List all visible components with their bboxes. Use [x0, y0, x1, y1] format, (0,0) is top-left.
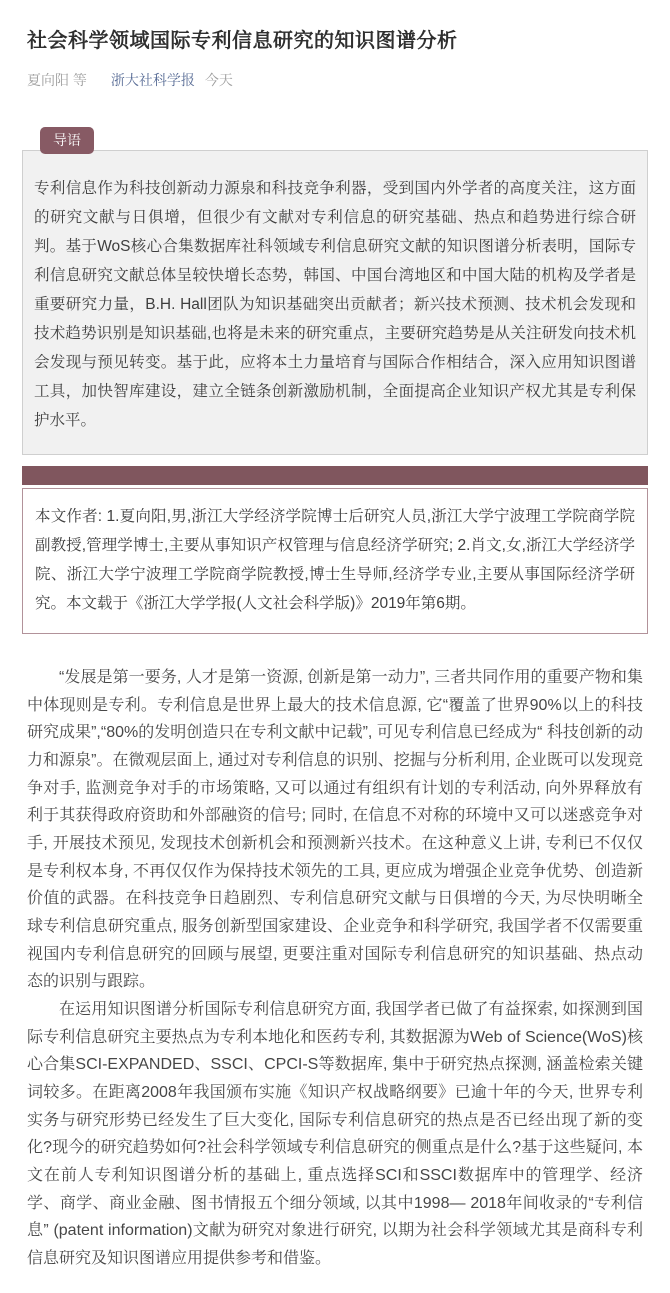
byline: [27, 71, 643, 89]
article-title: 社会科学领域国际专利信息研究的知识图谱分析: [27, 30, 458, 52]
lead-badge: 导语: [40, 127, 94, 154]
lead-box: [22, 150, 648, 455]
author-box: [22, 488, 648, 634]
lead-section: [22, 127, 648, 455]
publish-date: 今天: [204, 72, 233, 88]
author-bio-text: 本文作者: 1.夏向阳,男,浙江大学经济学院博士后研究人员,浙江大学宁波理工学院商学院副教授,管理学博士,主要从事知识产权管理与信息经济学研究; 2.肖文,女,浙江大学经济学院、浙江大学宁波理工学院商学院教授,博士生导师,经济学专业,主要从事国际经济学研究。本文载于《浙江大学学报(人文社会科学版)》2019年第6期。: [35, 508, 635, 612]
article-body: [27, 664, 643, 1273]
body-paragraph: 在运用知识图谱分析国际专利信息研究方面, 我国学者已做了有益探索, 如探测到国际专利信息研究主要热点为专利本地化和医药专利, 其数据源为Web of Science(WoS)核心合集SCI-EXPANDED、SSCI、CPCI-S等数据库, 集中于研究热点探测, 涵盖检索关键词较多。在距离2008年我国颁布实施《知识产权战略纲要》已逾十年的今天, 世界专利实务与研究形势已经发生了巨大变化, 国际专利信息研究的热点是否已经出现了新的变化?现今的研究趋势如何?社会科学领域专利信息研究的侧重点是什么?基于这些疑问, 本文在前人专利知识图谱分析的基础上, 重点选择SCI和SSCI数据库中的管理学、经济学、商学、商业金融、图书情报五个细分领域, 以其中1998— 2018年间收录的“专利信息” (patent information)文献为研究对象进行研究, 以期为社会科学领域尤其是商科专利信息研究及知识图谱应用提供参考和借鉴。: [27, 1001, 643, 1268]
lead-text: 专利信息作为科技创新动力源泉和科技竞争利器，受到国内外学者的高度关注，这方面的研究文献与日俱增，但很少有文献对专利信息的研究基础、热点和趋势进行综合研判。基于WoS核心合集数据库社科领域专利信息研究文献的知识图谱分析表明，国际专利信息研究文献总体呈较快增长态势，韩国、中国台湾地区和中国大陆的机构及学者是重要研究力量，B.H. Hall团队为知识基础突出贡献者；新兴技术预测、技术机会发现和技术趋势识别是知识基础,也将是未来的研究重点，主要研究趋势是从关注研发向技术机会发现与预见转变。基于此，应将本土力量培育与国际合作相结合，深入应用知识图谱工具，加快智库建设，建立全链条创新激励机制，全面提高企业知识产权尤其是专利保护水平。: [34, 180, 636, 430]
account-link[interactable]: 浙大社科学报: [110, 72, 195, 88]
byline-author: 夏向阳 等: [27, 72, 87, 88]
body-paragraph: “发展是第一要务, 人才是第一资源, 创新是第一动力”, 三者共同作用的重要产物和集中体现则是专利。专利信息是世界上最大的技术信息源, 它“覆盖了世界90%以上的科技研究成果”,“80%的发明创造只在专利文献中记载”, 可见专利信息已经成为“ 科技创新的动力和源泉”。在微观层面上, 通过对专利信息的识别、挖掘与分析利用, 企业既可以发现竞争对手, 监测竞争对手的市场策略, 又可以通过有组织有计划的专利活动, 向外界释放有利于其获得政府资助和外部融资的信号; 同时, 在信息不对称的环境中又可以迷惑竞争对手, 开展技术预见, 发现技术创新机会和预测新兴技术。在这种意义上讲, 专利已不仅仅是专利权本身, 不再仅仅作为保持技术领先的工具, 更应成为增强企业竞争优势、创造新价值的武器。在科技竞争日趋剧烈、专利信息研究文献与日俱增的今天, 为尽快明晰全球专利信息研究重点, 服务创新型国家建设、企业竞争和科学研究, 我国学者不仅需要重视国内专利信息研究的回顾与展望, 更要注重对国际专利信息研究的知识基础、热点动态的识别与跟踪。: [27, 668, 643, 991]
author-box-header-bar: [22, 466, 648, 485]
author-section: [22, 466, 648, 634]
